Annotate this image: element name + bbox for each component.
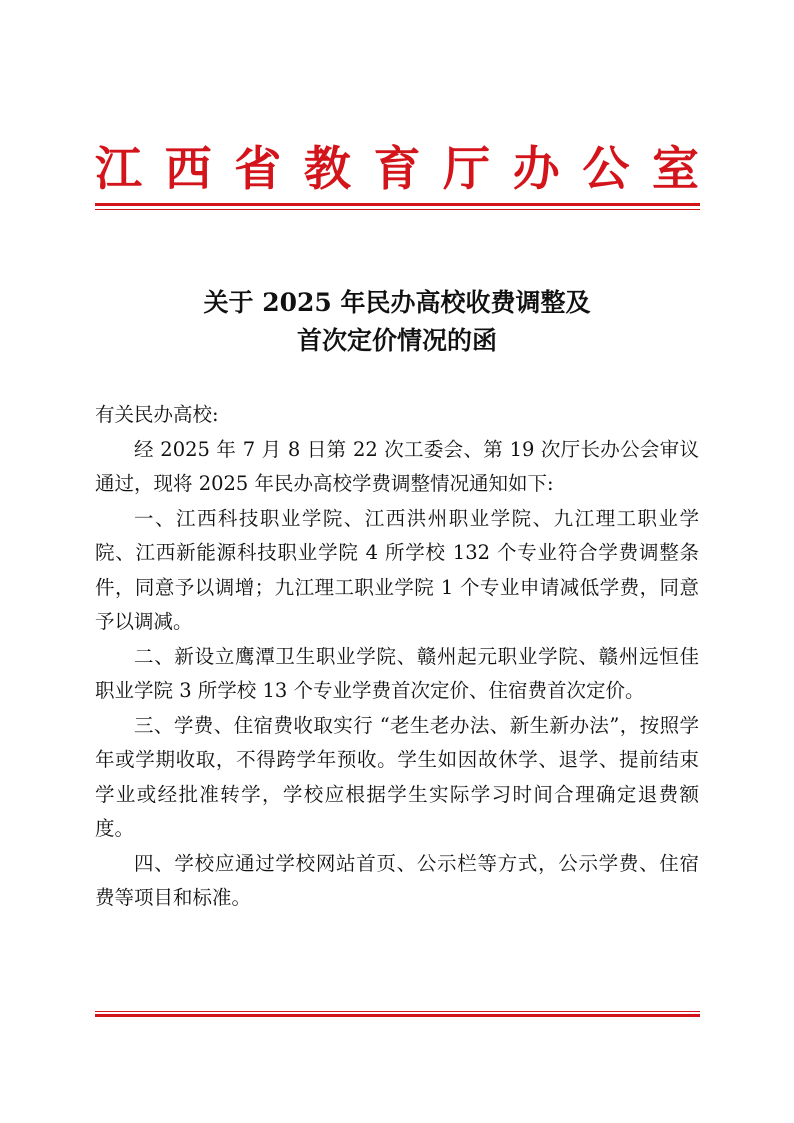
header-rule-thick <box>95 203 700 206</box>
masthead-char: 西 <box>164 142 212 197</box>
title-line-1: 关于 2025 年民办高校收费调整及 <box>203 288 591 317</box>
body-paragraph: 一、江西科技职业学院、江西洪州职业学院、九江理工职业学院、江西新能源科技职业学院 4 所学校 132 个专业符合学费调整条件，同意予以调增；九江理工职业学院 1 个专业申请减低学费，同意予以调减。 <box>95 506 699 633</box>
footer-rule-thin <box>95 1011 700 1012</box>
document-body <box>95 398 699 916</box>
masthead-org-name <box>95 140 699 200</box>
masthead-char: 育 <box>373 142 421 197</box>
masthead-char: 公 <box>582 142 630 197</box>
masthead-char: 江 <box>95 142 142 197</box>
salutation: 有关民办高校: <box>95 403 219 426</box>
header-rule-thin <box>95 209 700 210</box>
body-paragraph: 二、新设立鹰潭卫生职业学院、赣州起元职业学院、赣州远恒佳职业学院 3 所学校 13 个专业学费首次定价、住宿费首次定价。 <box>95 644 699 702</box>
body-paragraph: 经 2025 年 7 月 8 日第 22 次工委会、第 19 次厅长办公会审议通过，现将 2025 年民办高校学费调整情况通知如下: <box>95 437 699 495</box>
masthead-char: 教 <box>303 142 351 197</box>
footer-rule-thick <box>95 1014 700 1017</box>
title-line-2: 首次定价情况的函 <box>296 326 497 355</box>
masthead-char: 室 <box>652 142 699 197</box>
masthead-char: 厅 <box>443 142 491 197</box>
body-paragraph: 三、学费、住宿费收取实行 “老生老办法、新生新办法”，按照学年或学期收取，不得跨学年预收。学生如因故休学、退学、提前结束学业或经批准转学，学校应根据学生实际学习时间合理确定退费额度。 <box>95 713 699 840</box>
masthead-char: 办 <box>512 142 560 197</box>
masthead-char: 省 <box>234 142 282 197</box>
document-title <box>95 284 699 360</box>
body-paragraph: 四、学校应通过学校网站首页、公示栏等方式，公示学费、住宿费等项目和标准。 <box>95 851 699 909</box>
